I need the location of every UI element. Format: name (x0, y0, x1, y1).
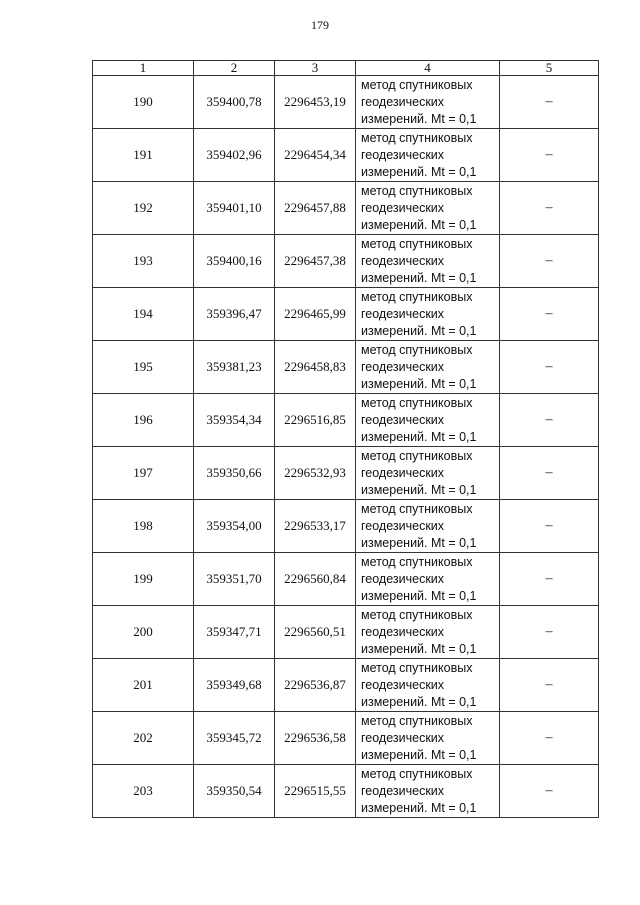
col5-cell: – (500, 712, 599, 765)
x-coordinate-cell: 359354,00 (194, 500, 275, 553)
point-number-cell: 190 (93, 76, 194, 129)
table-row (93, 288, 599, 341)
x-coordinate-cell: 359350,66 (194, 447, 275, 500)
method-line: измерений. Mt = 0,1 (361, 482, 477, 497)
method-line: метод спутниковых (361, 289, 473, 304)
point-number-cell: 196 (93, 394, 194, 447)
col5-cell: – (500, 76, 599, 129)
x-coordinate-cell: 359354,34 (194, 394, 275, 447)
method-line: геодезических (361, 465, 445, 480)
point-number-cell: 198 (93, 500, 194, 553)
table-row (93, 712, 599, 765)
y-coordinate-cell: 2296458,83 (275, 341, 356, 394)
method-cell (356, 553, 500, 606)
method-cell (356, 500, 500, 553)
method-line: геодезических (361, 783, 445, 798)
x-coordinate-cell: 359400,78 (194, 76, 275, 129)
table-row (93, 394, 599, 447)
method-line: геодезических (361, 624, 445, 639)
x-coordinate-cell: 359349,68 (194, 659, 275, 712)
x-coordinate-cell: 359401,10 (194, 182, 275, 235)
method-line: геодезических (361, 677, 445, 692)
method-line: измерений. Mt = 0,1 (361, 747, 477, 762)
method-cell (356, 288, 500, 341)
method-line: геодезических (361, 94, 445, 109)
method-cell (356, 606, 500, 659)
x-coordinate-cell: 359400,16 (194, 235, 275, 288)
method-cell (356, 341, 500, 394)
method-line: метод спутниковых (361, 395, 473, 410)
method-line: измерений. Mt = 0,1 (361, 588, 477, 603)
method-line: метод спутниковых (361, 77, 473, 92)
method-cell (356, 765, 500, 818)
y-coordinate-cell: 2296560,84 (275, 553, 356, 606)
point-number-cell: 192 (93, 182, 194, 235)
y-coordinate-cell: 2296457,38 (275, 235, 356, 288)
table-header-row (93, 61, 599, 76)
table-body (93, 76, 599, 818)
method-line: измерений. Mt = 0,1 (361, 800, 477, 815)
method-line: геодезических (361, 200, 445, 215)
y-coordinate-cell: 2296536,58 (275, 712, 356, 765)
method-cell (356, 235, 500, 288)
method-line: геодезических (361, 730, 445, 745)
header-col-3: 3 (275, 61, 356, 76)
point-number-cell: 195 (93, 341, 194, 394)
method-line: измерений. Mt = 0,1 (361, 323, 477, 338)
method-line: геодезических (361, 306, 445, 321)
y-coordinate-cell: 2296454,34 (275, 129, 356, 182)
point-number-cell: 191 (93, 129, 194, 182)
table-row (93, 129, 599, 182)
method-line: метод спутниковых (361, 766, 473, 781)
y-coordinate-cell: 2296560,51 (275, 606, 356, 659)
x-coordinate-cell: 359381,23 (194, 341, 275, 394)
point-number-cell: 197 (93, 447, 194, 500)
table-row (93, 182, 599, 235)
col5-cell: – (500, 394, 599, 447)
method-line: метод спутниковых (361, 660, 473, 675)
col5-cell: – (500, 129, 599, 182)
col5-cell: – (500, 553, 599, 606)
method-line: метод спутниковых (361, 236, 473, 251)
point-number-cell: 201 (93, 659, 194, 712)
method-line: метод спутниковых (361, 501, 473, 516)
y-coordinate-cell: 2296533,17 (275, 500, 356, 553)
col5-cell: – (500, 765, 599, 818)
method-line: измерений. Mt = 0,1 (361, 535, 477, 550)
method-line: метод спутниковых (361, 448, 473, 463)
method-line: измерений. Mt = 0,1 (361, 376, 477, 391)
method-line: измерений. Mt = 0,1 (361, 270, 477, 285)
y-coordinate-cell: 2296536,87 (275, 659, 356, 712)
table-row (93, 606, 599, 659)
method-cell (356, 447, 500, 500)
col5-cell: – (500, 341, 599, 394)
table-row (93, 553, 599, 606)
x-coordinate-cell: 359351,70 (194, 553, 275, 606)
col5-cell: – (500, 659, 599, 712)
point-number-cell: 200 (93, 606, 194, 659)
col5-cell: – (500, 447, 599, 500)
point-number-cell: 199 (93, 553, 194, 606)
method-line: геодезических (361, 412, 445, 427)
method-line: метод спутниковых (361, 342, 473, 357)
coordinates-table (92, 60, 599, 818)
method-line: метод спутниковых (361, 713, 473, 728)
method-line: метод спутниковых (361, 607, 473, 622)
table-row (93, 341, 599, 394)
x-coordinate-cell: 359345,72 (194, 712, 275, 765)
header-col-2: 2 (194, 61, 275, 76)
point-number-cell: 203 (93, 765, 194, 818)
method-cell (356, 394, 500, 447)
header-col-5: 5 (500, 61, 599, 76)
method-line: измерений. Mt = 0,1 (361, 217, 477, 232)
x-coordinate-cell: 359396,47 (194, 288, 275, 341)
point-number-cell: 194 (93, 288, 194, 341)
point-number-cell: 193 (93, 235, 194, 288)
y-coordinate-cell: 2296532,93 (275, 447, 356, 500)
page-number: 179 (311, 18, 329, 32)
col5-cell: – (500, 235, 599, 288)
method-line: измерений. Mt = 0,1 (361, 111, 477, 126)
header-col-1: 1 (93, 61, 194, 76)
method-line: геодезических (361, 571, 445, 586)
method-line: измерений. Mt = 0,1 (361, 164, 477, 179)
x-coordinate-cell: 359402,96 (194, 129, 275, 182)
method-line: метод спутниковых (361, 130, 473, 145)
table-row (93, 447, 599, 500)
method-cell (356, 182, 500, 235)
method-cell (356, 659, 500, 712)
y-coordinate-cell: 2296453,19 (275, 76, 356, 129)
header-col-4: 4 (356, 61, 500, 76)
y-coordinate-cell: 2296457,88 (275, 182, 356, 235)
method-line: геодезических (361, 253, 445, 268)
col5-cell: – (500, 606, 599, 659)
table-row (93, 235, 599, 288)
method-line: измерений. Mt = 0,1 (361, 694, 477, 709)
method-line: метод спутниковых (361, 183, 473, 198)
col5-cell: – (500, 288, 599, 341)
method-line: метод спутниковых (361, 554, 473, 569)
method-line: геодезических (361, 359, 445, 374)
y-coordinate-cell: 2296465,99 (275, 288, 356, 341)
table-row (93, 76, 599, 129)
y-coordinate-cell: 2296516,85 (275, 394, 356, 447)
col5-cell: – (500, 182, 599, 235)
y-coordinate-cell: 2296515,55 (275, 765, 356, 818)
method-cell (356, 712, 500, 765)
method-line: измерений. Mt = 0,1 (361, 641, 477, 656)
method-line: измерений. Mt = 0,1 (361, 429, 477, 444)
method-cell (356, 76, 500, 129)
x-coordinate-cell: 359350,54 (194, 765, 275, 818)
method-cell (356, 129, 500, 182)
method-line: геодезических (361, 518, 445, 533)
table-row (93, 765, 599, 818)
point-number-cell: 202 (93, 712, 194, 765)
col5-cell: – (500, 500, 599, 553)
table-row (93, 659, 599, 712)
method-line: геодезических (361, 147, 445, 162)
table-row (93, 500, 599, 553)
x-coordinate-cell: 359347,71 (194, 606, 275, 659)
